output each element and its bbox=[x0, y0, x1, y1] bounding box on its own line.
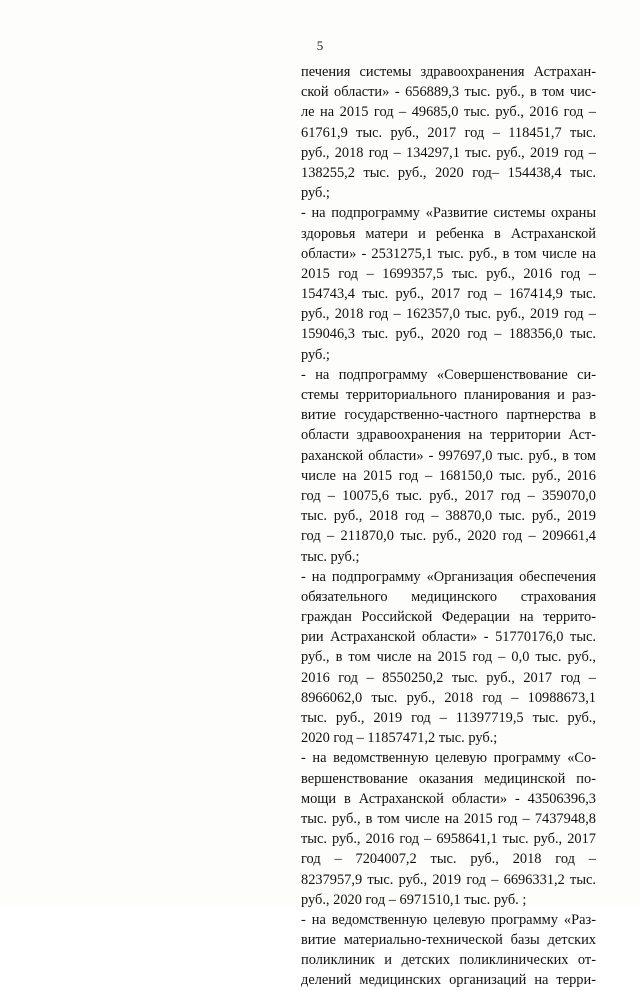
text-line: 2016 год – 8550250,2 тыс. руб., 2017 год – bbox=[301, 669, 596, 686]
text-line: - на подпрограмму «Развитие системы охраны bbox=[301, 205, 596, 222]
text-line: тыс. руб.; bbox=[301, 548, 360, 565]
text-line: 8237957,9 тыс. руб., 2019 год – 6696331,2 тыс. bbox=[301, 871, 596, 888]
text-line: год – 211870,0 тыс. руб., 2020 год – 209661,4 bbox=[301, 528, 596, 545]
text-line: - на ведомственную целевую программу «Со- bbox=[301, 750, 596, 767]
text-line: ской области» - 656889,3 тыс. руб., в том чис- bbox=[301, 84, 596, 101]
text-line: тыс. руб., 2019 год – 11397719,5 тыс. руб., bbox=[301, 710, 596, 726]
text-line: делений медицинских организаций на терри- bbox=[301, 972, 596, 989]
text-line: тыс. руб., 2016 год – 6958641,1 тыс. руб., 2017 bbox=[301, 831, 596, 848]
text-line: год – 7204007,2 тыс. руб., 2018 год – bbox=[301, 851, 596, 868]
text-line: 154743,4 тыс. руб., 2017 год – 167414,9 тыс. bbox=[301, 286, 596, 303]
text-line: витие материально-технической базы детских bbox=[301, 932, 596, 949]
text-line: 61761,9 тыс. руб., 2017 год – 118451,7 тыс. bbox=[301, 124, 596, 141]
text-line: - на подпрограмму «Организация обеспечения bbox=[301, 568, 596, 585]
text-line: стемы территориального планирования и раз- bbox=[301, 387, 596, 403]
text-line: - на подпрограмму «Совершенствование си- bbox=[301, 366, 596, 383]
text-line: граждан Российской Федерации на террито- bbox=[301, 609, 596, 626]
text-line: 8966062,0 тыс. руб., 2018 год – 10988673,1 bbox=[301, 689, 596, 706]
text-line: числе на 2015 год – 168150,0 тыс. руб., 2016 bbox=[301, 467, 596, 484]
text-line: тыс. руб., 2018 год – 38870,0 тыс. руб., 2019 bbox=[301, 508, 596, 525]
text-line: руб.; bbox=[301, 185, 330, 202]
page-number: 5 bbox=[316, 38, 324, 53]
text-line: 2015 год – 1699357,5 тыс. руб., 2016 год – bbox=[301, 265, 596, 282]
text-line: ле на 2015 год – 49685,0 тыс. руб., 2016 год – bbox=[301, 104, 596, 121]
text-line: 159046,3 тыс. руб., 2020 год – 188356,0 тыс. bbox=[301, 326, 596, 343]
text-line: руб., 2018 год – 134297,1 тыс. руб., 2019 год – bbox=[301, 144, 596, 161]
text-line: витие государственно-частного партнерства в bbox=[301, 407, 596, 424]
text-line: мощи в Астраханской области» - 43506396,3 bbox=[301, 790, 596, 807]
text-line: области» - 2531275,1 тыс. руб., в том числе на bbox=[301, 245, 596, 262]
text-line: вершенствование оказания медицинской по- bbox=[301, 770, 596, 787]
text-line: 2020 год – 11857471,2 тыс. руб.; bbox=[301, 730, 498, 747]
text-line: поликлиник и детских поликлинических от- bbox=[301, 952, 596, 969]
text-line: 138255,2 тыс. руб., 2020 год– 154438,4 тыс. bbox=[301, 164, 596, 181]
text-line: обязательного медицинского страхования bbox=[301, 588, 596, 605]
text-line: печения системы здравоохранения Астрахан- bbox=[301, 64, 596, 80]
text-line: области здравоохранения на территории Аст- bbox=[301, 427, 596, 444]
text-line: год – 10075,6 тыс. руб., 2017 год – 359070,0 bbox=[301, 487, 596, 504]
text-line: руб., 2020 год – 6971510,1 тыс. руб. ; bbox=[301, 891, 527, 908]
text-line: раханской области» - 997697,0 тыс. руб., в том bbox=[301, 447, 596, 464]
text-line: здоровья матери и ребенка в Астраханской bbox=[301, 225, 596, 242]
text-line: руб.; bbox=[301, 346, 330, 363]
text-line: рии Астраханской области» - 51770176,0 тыс. bbox=[301, 629, 596, 646]
text-line: руб., 2018 год – 162357,0 тыс. руб., 2019 год – bbox=[301, 306, 596, 323]
text-column bbox=[301, 62, 596, 991]
text-line: - на ведомственную целевую программу «Раз- bbox=[301, 911, 596, 928]
text-line: тыс. руб., в том числе на 2015 год – 7437948,8 bbox=[301, 810, 596, 827]
text-line: руб., в том числе на 2015 год – 0,0 тыс. руб., bbox=[301, 649, 596, 666]
